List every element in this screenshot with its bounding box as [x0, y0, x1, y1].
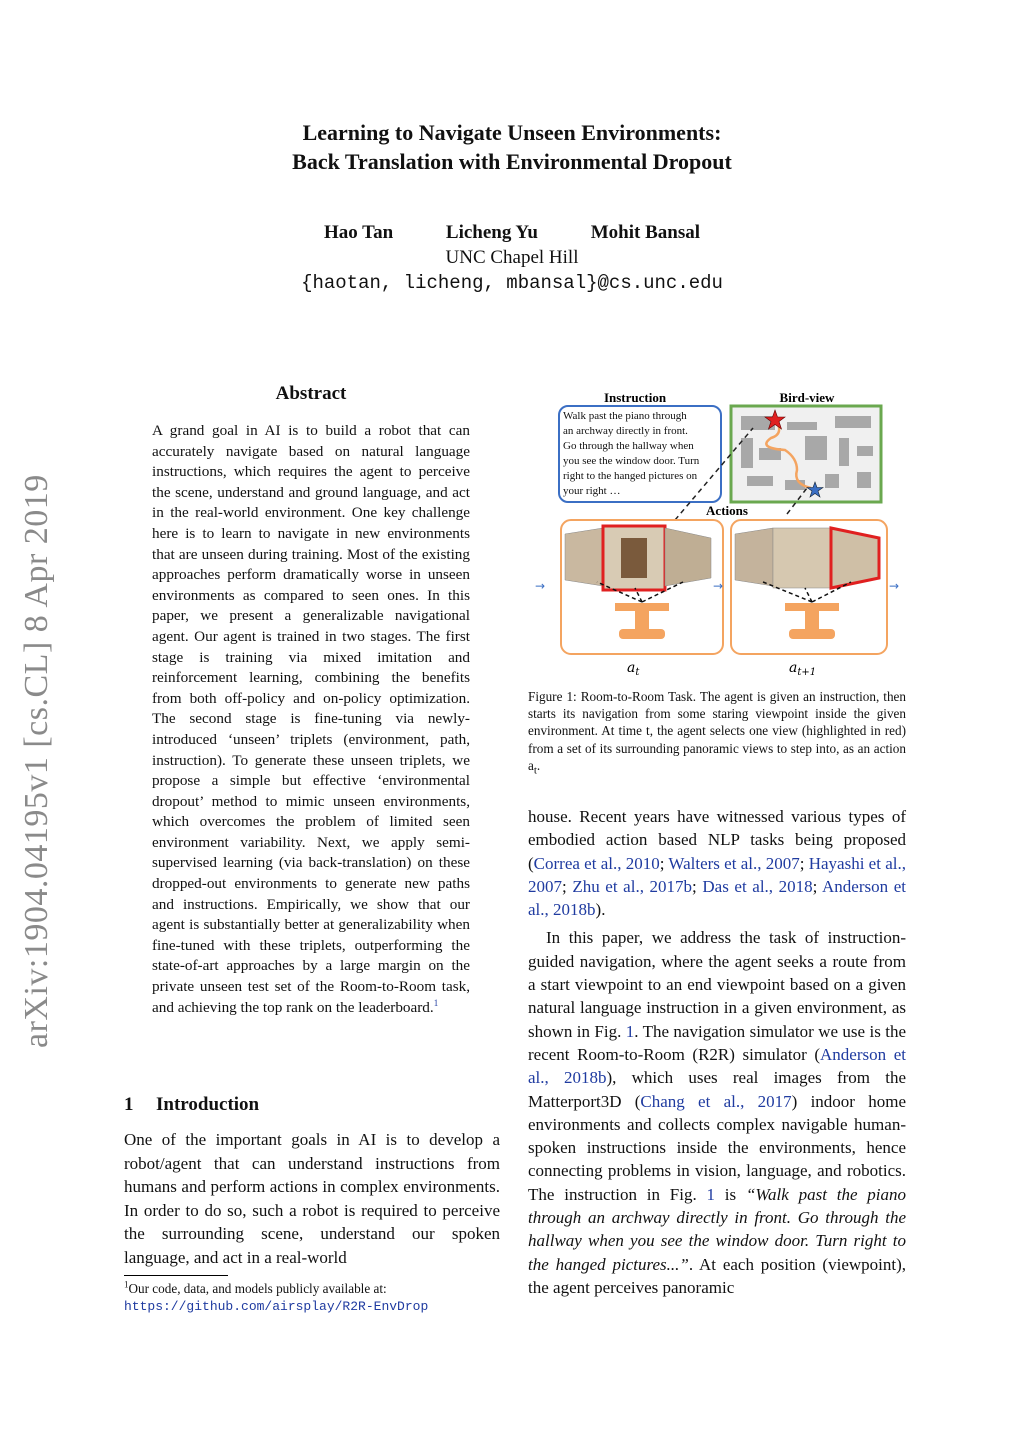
author-list	[0, 222, 1024, 244]
author-3: Mohit Bansal	[590, 222, 700, 243]
author-emails: {haotan, licheng, mbansal}@cs.unc.edu	[301, 272, 723, 294]
footnote-marker[interactable]: 1	[433, 997, 439, 1008]
introduction-body: One of the important goals in AI is to develop a robot/agent that can understand instructions from humans and perform actions in complex environments. In order to do so, such a robot is required to perceive the surrounding scene, understand our spoken language, and act in a real-world	[124, 1130, 500, 1267]
svg-text:→: →	[713, 579, 724, 593]
svg-text:→: →	[535, 579, 546, 593]
footnote-number: 1	[124, 1279, 129, 1290]
citation-link[interactable]: Anderson et al., 2018b	[528, 876, 906, 920]
action-label-t1: $a_{t+1}$	[789, 660, 817, 678]
footnote-divider	[124, 1275, 228, 1276]
instruction-line: your right …	[563, 485, 621, 497]
paper-title-line2: Back Translation with Environmental Dropout	[292, 149, 732, 174]
instruction-line: an archway directly in front.	[563, 425, 688, 437]
right-column-body	[528, 805, 906, 1299]
instruction-label: Instruction	[603, 390, 667, 405]
footnote	[124, 1280, 500, 1315]
birdview-label: Bird-view	[779, 390, 835, 405]
author-1: Hao Tan	[323, 222, 394, 243]
section-number: 1	[124, 1094, 134, 1115]
paragraph: In this paper, we address the task of instruction-guided navigation, where the agent seeks a route from a start viewpoint to an end viewpoint based on a given natural language instruction in a given environment, as shown in Fig. 1. The navigation simulator we use is the recent Room-to-Room (R2R) simulator (Anderson et al., 2018b), which uses real images from the Matterport3D (Chang et al., 2017) indoor home environments and collects complex navigable human-spoken instructions inside the environments, hence connecting problems in vision, language, and robotics. The instruction in Fig. 1 is “Walk past the piano through an archway directly in front. Go through the hallway when you see the window door. Turn right to the hanged pictures...”. At each position (viewpoint), the agent perceives panoramic	[528, 928, 907, 1297]
footnote-text: Our code, data, and models publicly available at:	[128, 1281, 387, 1296]
footnote-url[interactable]: https://github.com/airsplay/R2R-EnvDrop	[124, 1299, 429, 1314]
section-title: Introduction	[156, 1094, 260, 1115]
figure-1-caption: Figure 1: Room-to-Room Task. The agent is given an instruction, then starts its navigation from some staring viewpoint inside the given environment. At time t, the agent selects one view (highlighted in red) from a set of its surrounding panoramic views to step into, as an action $a_t$.	[528, 689, 906, 777]
svg-text:→: →	[889, 579, 900, 593]
affiliation: UNC Chapel Hill	[445, 247, 579, 268]
quoted-instruction: “Walk past the piano through an archway directly in front. Go through the hallway when you see the window door. Turn right to the hanged pictures...”	[528, 1184, 907, 1274]
citation-link[interactable]: Correa et al., 2010	[533, 853, 660, 873]
caption-sub: t	[533, 764, 537, 777]
instruction-line: Walk past the piano through	[563, 410, 687, 422]
abstract-body	[152, 421, 470, 1018]
instruction-line: Go through the hallway when	[563, 440, 694, 452]
arxiv-identifier: arXiv:1904.04195v1 [cs.CL] 8 Apr 2019	[18, 474, 55, 1048]
citation-link[interactable]: Walters et al., 2007	[668, 853, 800, 873]
instruction-line: right to the hanged pictures on	[563, 470, 698, 482]
action-label-t: $a_t$	[627, 660, 640, 678]
caption-prefix: Figure 1:	[528, 689, 577, 704]
abstract-heading: Abstract	[275, 383, 347, 404]
robot-icon	[619, 629, 665, 639]
figure-ref-link[interactable]: 1	[706, 1184, 715, 1204]
figure-ref-link[interactable]: 1	[625, 1021, 635, 1041]
citation-link[interactable]: Zhu et al., 2017b	[572, 876, 693, 896]
author-2: Licheng Yu	[445, 222, 538, 243]
actions-label: Actions	[706, 503, 748, 518]
figure-1	[535, 388, 907, 678]
citation-link[interactable]: Chang et al., 2017	[640, 1091, 792, 1111]
section-heading-introduction	[124, 1094, 259, 1116]
citation-link[interactable]: Das et al., 2018	[702, 876, 813, 896]
citation-link[interactable]: Hayashi et al., 2007	[528, 853, 906, 896]
abstract-text: A grand goal in AI is to build a robot that can accurately navigate based on natural language instructions, which requires the agent to perceive the scene, understand and ground language, and act in the real-world environment. One key challenge here is to learn to navigate in new environments that are unseen during training. Most of the existing approaches perform dramatically worse in unseen environments as compared to seen ones. In this paper, we present a generalizable navigational agent. Our agent is trained in two stages. The first stage is training via mixed imitation and reinforcement learning, combining the benefits from both off-policy and on-policy optimization. The second stage is fine-tuning via newly-introduced ‘unseen’ triplets (environment, path, instruction). To generate these unseen triplets, we propose a simple but effective ‘environmental dropout’ method to mimic unseen environments, which overcomes the problem of limited seen environment variability. Next, we apply semi-supervised learning (via back-translation) on these dropped-out environments to generate new paths and instructions. Empirically, we show that our agent is substantially better at generalizability when fine-tuned with these triplets, outperforming the state-of-art approaches by a large margin on the private unseen test set of the Room-to-Room task, and achieving the top rank on the leaderboard.	[152, 422, 470, 1016]
citation-link[interactable]: Anderson et al., 2018b	[528, 1044, 906, 1088]
robot-icon	[789, 629, 835, 639]
caption-text: Room-to-Room Task. The agent is given an instruction, then starts its navigation from some staring viewpoint inside the given environment. At time t, the agent selects one view (highlighted in red) from a set of its surrounding panoramic views to step into, as an action a	[528, 689, 906, 773]
paragraph: house. Recent years have witnessed various types of embodied action based NLP tasks being proposed (Correa et al., 2010; Walters et al., 2007; Hayashi et al., 2007; Zhu et al., 2017b; Das et al., 2018; Anderson et al., 2018b).	[528, 807, 906, 920]
instruction-line: you see the window door. Turn	[563, 455, 700, 467]
paper-title-line1: Learning to Navigate Unseen Environments:	[302, 120, 722, 145]
